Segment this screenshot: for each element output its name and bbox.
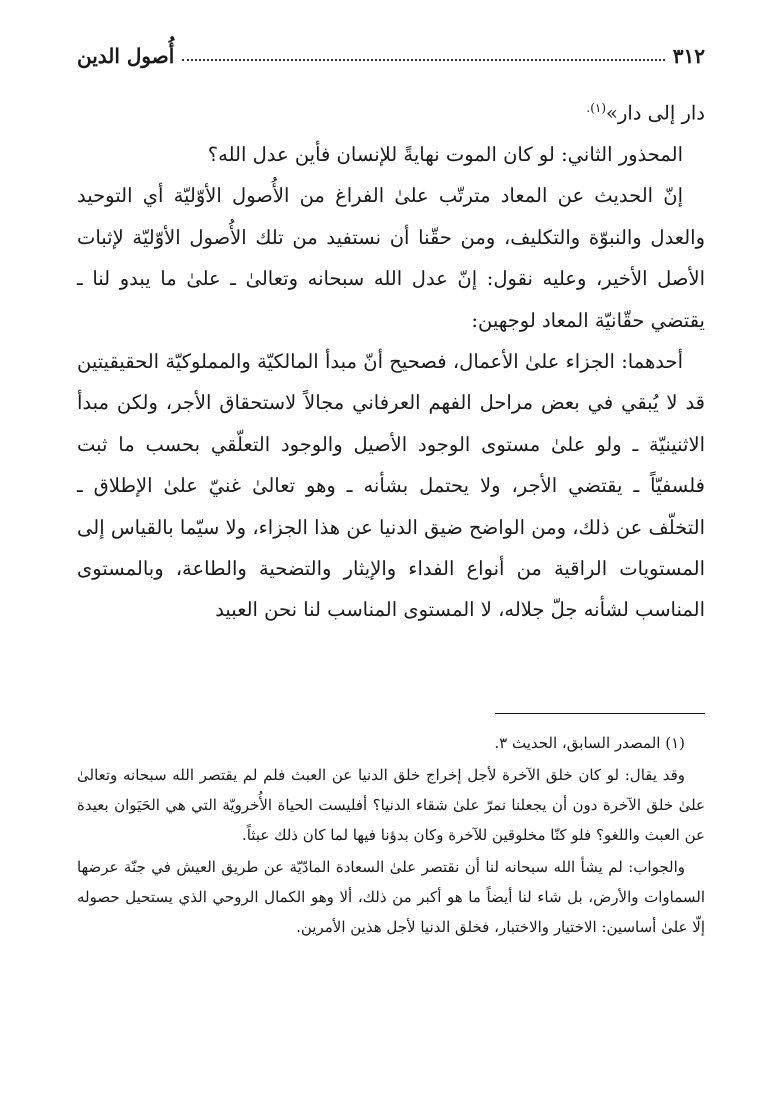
footnote-objection: وقد يقال: لو كان خلق الآخرة لأجل إخراج خلق الدنيا عن العبث فلم لم يقتصر الله سبحانه وتعالىٰ علىٰ خلق الآخرة دون أن يجعلنا نمرّ علىٰ شقاء الدنيا؟ أفليست الحياة الأُخرويّة التي هي الحَيَوان بعيدة عن العبث واللغو؟ فلو كنّا مخلوقين للآخرة وكان بدؤنا فيها لما كان ذلك عبثاً. <box>77 766 705 844</box>
section-heading: المحذور الثاني: لو كان الموت نهايةً للإنسان فأين عدل الله؟ <box>207 142 683 166</box>
paragraph-first-reason: أحدهما: الجزاء علىٰ الأعمال، فصحيح أنّ مبدأ المالكيّة والمملوكيّة الحقيقيتين قد لا يُبقي في بعض مراحل الفهم العرفاني مجالاً لاستحقاق الأجر، ولكن مبدأ الاثنينيّة ـ ولو علىٰ مستوى الوجود الأصيل والوجود التعلّقي بحسب ما ثبت فلسفيّاً ـ يقتضي الأجر، ولا يحتمل بشأنه ـ وهو تعالىٰ غنيّ علىٰ الإطلاق ـ التخلّف عن ذلك، ومن الواضح ضيق الدنيا عن هذا الجزاء، ولا سيّما بالقياس إلى المستويات الراقية من أنواع الفداء والإيثار والتضحية والطاعة، وبالمستوى المناسب لشأنه جلّ جلاله، لا المستوى المناسب لنا نحن العبيد <box>77 349 705 622</box>
paragraph-continuation <box>77 88 705 134</box>
footnotes <box>77 728 705 942</box>
footnote-marker: (١). <box>586 101 607 115</box>
continuation-text: دار إلى دار» <box>606 101 705 125</box>
footnote-1: (١) المصدر السابق، الحديث ٣. <box>494 734 685 752</box>
main-text <box>77 88 705 631</box>
header-dot-leader <box>182 58 664 61</box>
page-number: ٣١٢ <box>672 44 705 68</box>
footnote-answer: والجواب: لم يشأ الله سبحانه لنا أن نقتصر علىٰ السعادة المادّيّة عن طريق العيش في جنّة عرضها السماوات والأرض، بل شاء لنا أيضاً ما هو أكبر من ذلك، ألا وهو الكمال الروحي الذي يستحيل حصوله إلّا علىٰ أساسين: الاختيار والاختبار، فخلق الدنيا لأجل هذين الأمرين. <box>77 858 705 936</box>
running-title: أُصول الدين <box>77 44 175 68</box>
paragraph-intro: إنّ الحديث عن المعاد مترتّب علىٰ الفراغ من الأُصول الأوّليّة أي التوحيد والعدل والنبوّة والتكليف، ومن حقّنا أن نستفيد من تلك الأُصول الأوّليّة لإثبات الأصل الأخير، وعليه نقول: إنّ عدل الله سبحانه وتعالىٰ ـ علىٰ ما يبدو لنا ـ يقتضي حقّانيّة المعاد لوجهين: <box>77 184 705 332</box>
page-header <box>77 28 705 68</box>
footnote-separator <box>495 713 705 714</box>
